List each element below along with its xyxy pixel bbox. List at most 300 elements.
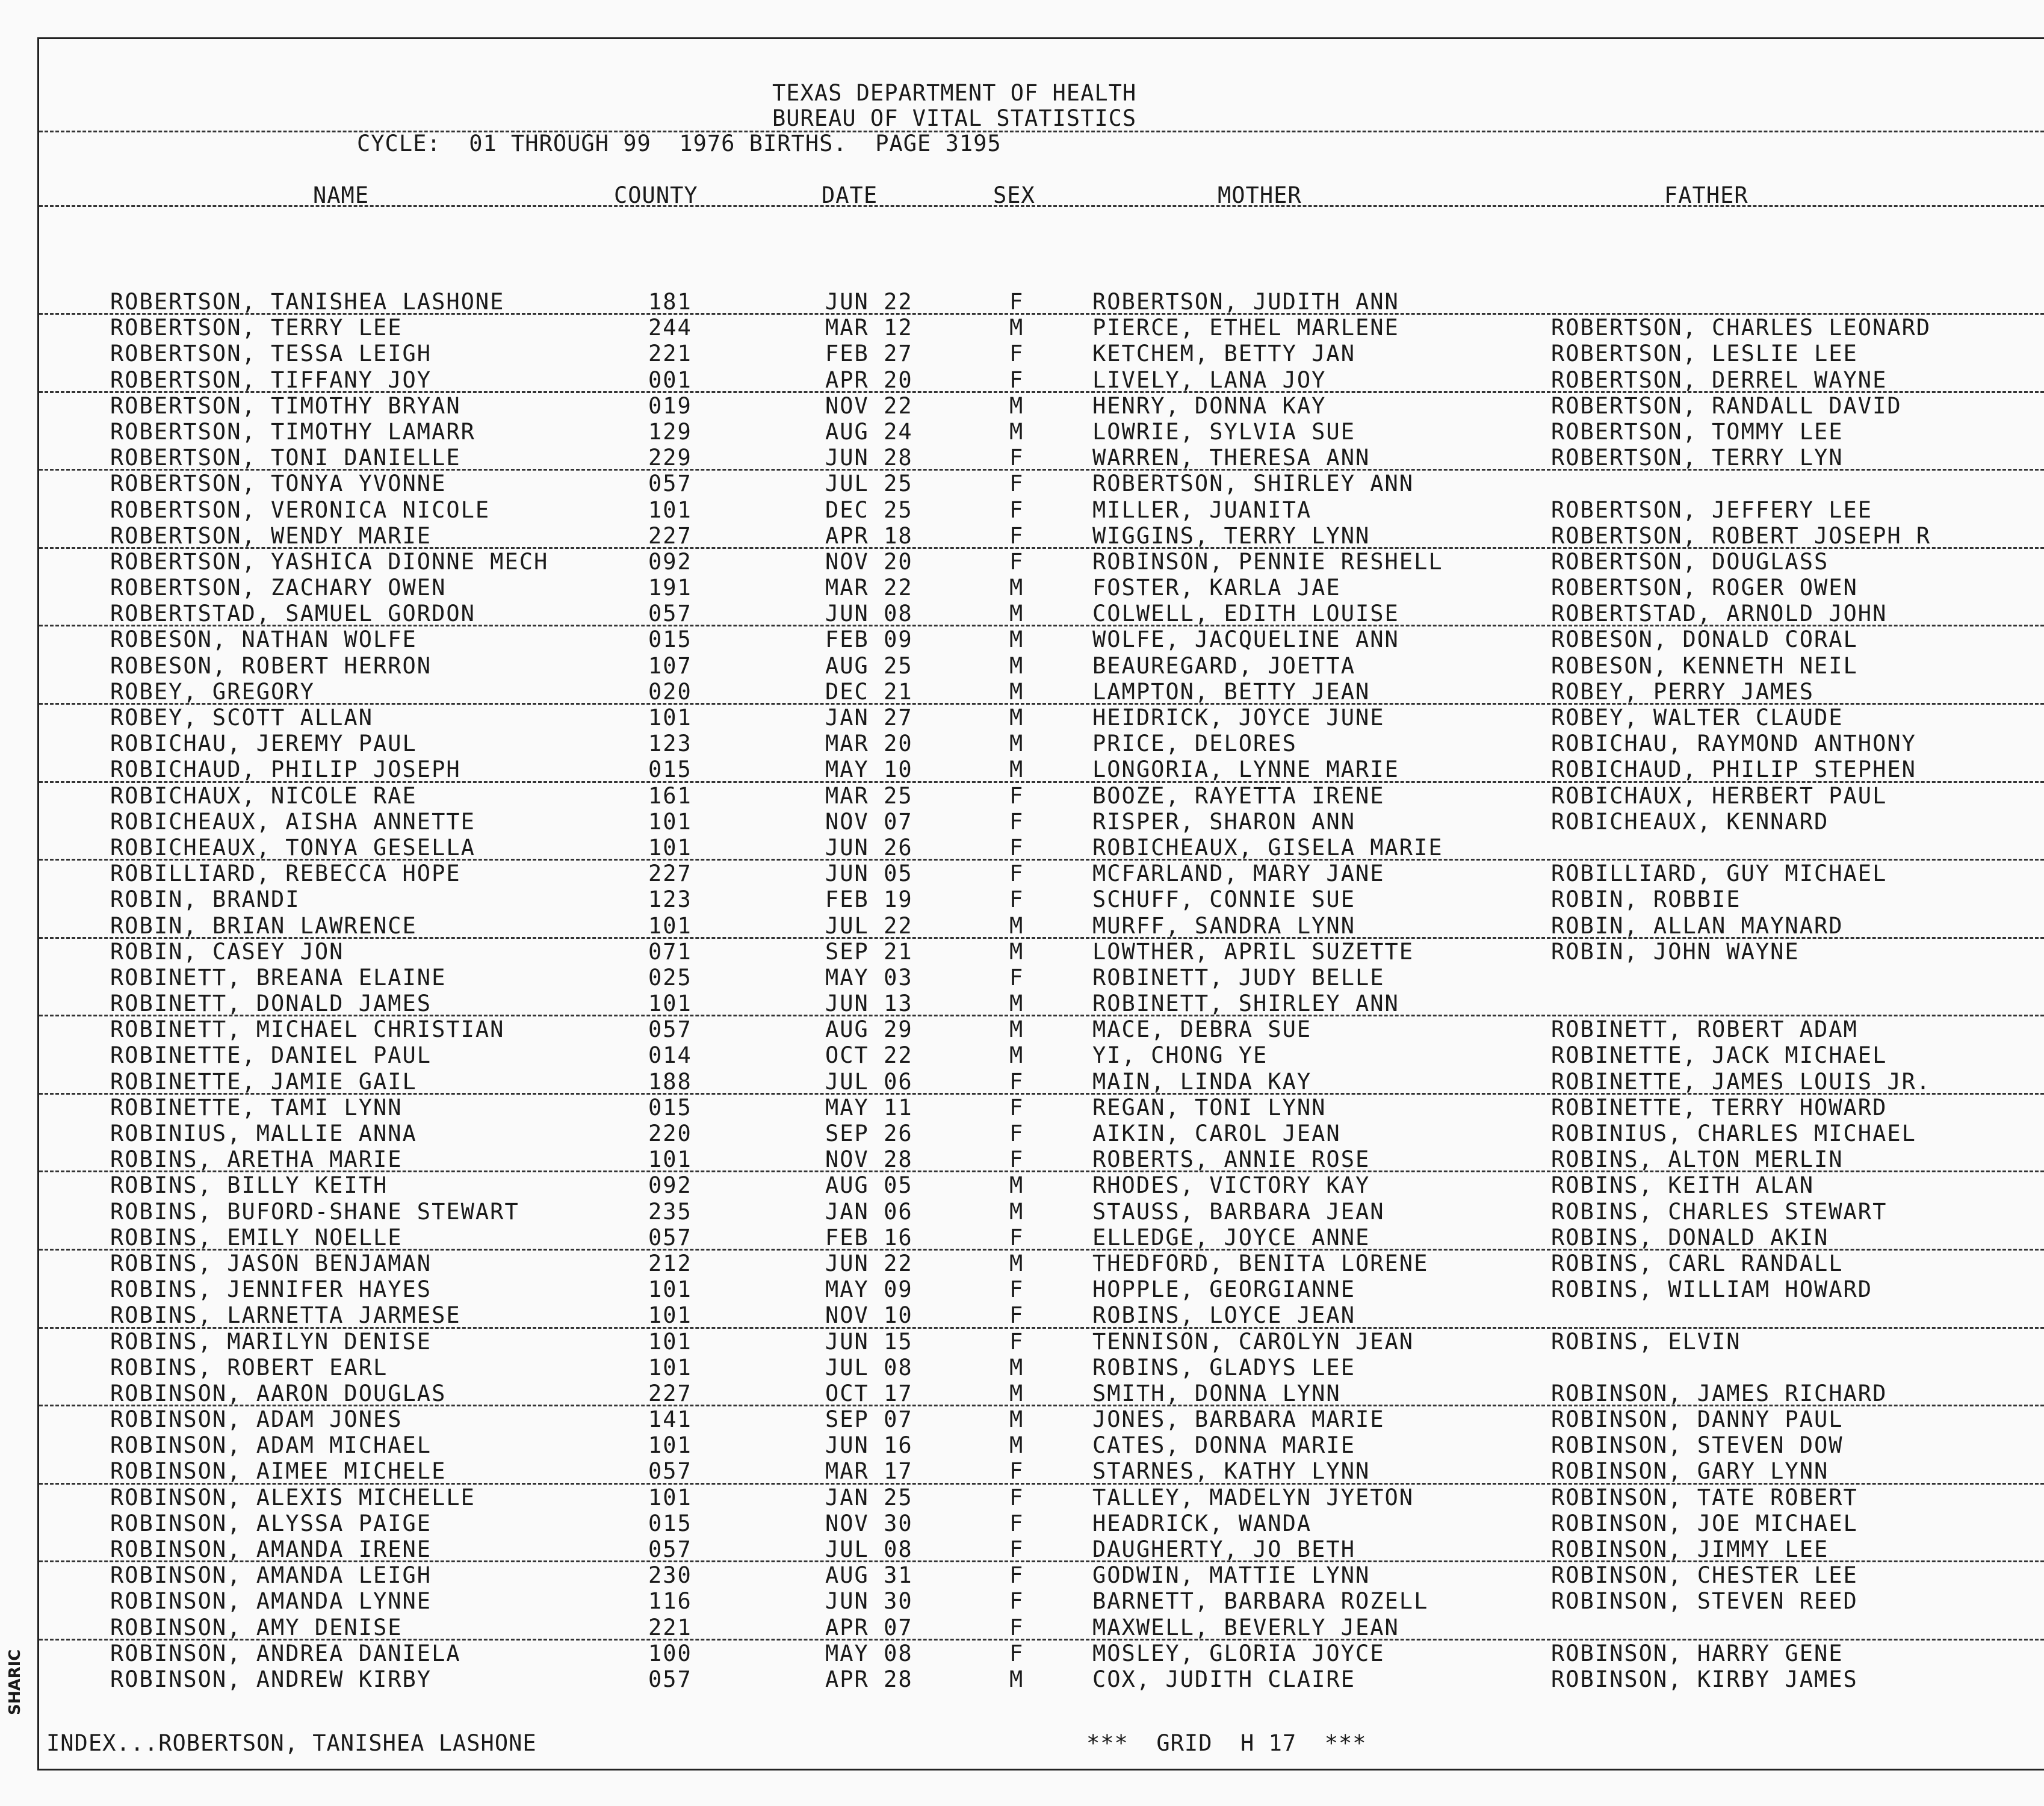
record-county: 101	[648, 912, 692, 939]
record-county: 057	[648, 1458, 692, 1485]
record-father: ROBERTSON, JEFFERY LEE	[1551, 496, 1873, 523]
record-mother: BARNETT, BARBARA ROZELL	[1092, 1588, 1429, 1615]
record-name: ROBINS, LARNETTA JARMESE	[110, 1302, 461, 1329]
record-sex: M	[1009, 938, 1024, 965]
record-date: JUN 16	[825, 1432, 913, 1459]
record-date: JUN 13	[825, 991, 913, 1017]
record-row	[39, 1069, 2044, 1095]
record-sex: F	[1009, 1588, 1024, 1615]
record-county: 057	[648, 1224, 692, 1251]
bureau-title: BUREAU OF VITAL STATISTICS	[772, 105, 1137, 131]
record-date: JUL 08	[825, 1536, 913, 1562]
record-name: ROBERTSON, TANISHEA LASHONE	[110, 289, 505, 315]
record-mother: KETCHEM, BETTY JAN	[1092, 341, 1355, 367]
record-sex: M	[1009, 1250, 1024, 1276]
record-name: ROBERTSON, TIFFANY JOY	[110, 366, 432, 393]
record-father: ROBIN, ROBBIE	[1551, 886, 1741, 913]
record-mother: LOWRIE, SYLVIA SUE	[1092, 418, 1355, 445]
record-name: ROBINSON, AIMEE MICHELE	[110, 1458, 447, 1485]
record-date: MAR 17	[825, 1458, 913, 1485]
record-sex: M	[1009, 991, 1024, 1017]
record-sex: F	[1009, 808, 1024, 835]
record-name: ROBINETTE, JAMIE GAIL	[110, 1068, 417, 1095]
record-father: ROBEY, PERRY JAMES	[1551, 678, 1814, 705]
record-county: 101	[648, 834, 692, 861]
record-name: ROBILLIARD, REBECCA HOPE	[110, 861, 461, 887]
record-date: FEB 16	[825, 1224, 913, 1251]
record-row	[39, 1458, 2044, 1484]
record-county: 101	[648, 1432, 692, 1459]
record-date: SEP 07	[825, 1406, 913, 1433]
record-sex: F	[1009, 1302, 1024, 1329]
record-sex: M	[1009, 601, 1024, 627]
record-date: JUL 06	[825, 1068, 913, 1095]
record-name: ROBERTSON, TONYA YVONNE	[110, 471, 447, 497]
record-sex: F	[1009, 1484, 1024, 1511]
record-father: ROBERTSON, RANDALL DAVID	[1551, 392, 1902, 419]
record-mother: ROBERTSON, SHIRLEY ANN	[1092, 471, 1414, 497]
record-date: JUL 08	[825, 1354, 913, 1381]
record-county: 101	[648, 991, 692, 1017]
record-father: ROBIN, JOHN WAYNE	[1551, 938, 1800, 965]
record-sex: F	[1009, 522, 1024, 549]
record-sex: F	[1009, 1614, 1024, 1641]
record-row	[39, 1172, 2044, 1198]
record-mother: DAUGHERTY, JO BETH	[1092, 1536, 1355, 1562]
record-mother: LONGORIA, LYNNE MARIE	[1092, 756, 1399, 783]
record-sex: M	[1009, 315, 1024, 341]
record-date: DEC 25	[825, 496, 913, 523]
record-father: ROBERTSON, ROBERT JOSEPH R	[1551, 522, 1931, 549]
record-mother: YI, CHONG YE	[1092, 1042, 1268, 1069]
record-date: DEC 21	[825, 678, 913, 705]
record-sex: F	[1009, 1640, 1024, 1666]
record-father: ROBINS, ELVIN	[1551, 1328, 1741, 1355]
record-row	[39, 1562, 2044, 1588]
record-date: OCT 17	[825, 1380, 913, 1406]
record-row	[39, 731, 2044, 756]
record-county: 100	[648, 1640, 692, 1666]
record-name: ROBICHEAUX, AISHA ANNETTE	[110, 808, 475, 835]
record-father: ROBEY, WALTER CLAUDE	[1551, 705, 1844, 731]
record-page	[37, 37, 2044, 1770]
record-county: 227	[648, 522, 692, 549]
record-father: ROBINS, ALTON MERLIN	[1551, 1146, 1844, 1173]
record-county: 235	[648, 1198, 692, 1225]
record-county: 123	[648, 731, 692, 757]
record-name: ROBINETT, BREANA ELAINE	[110, 964, 447, 991]
record-date: APR 07	[825, 1614, 913, 1641]
record-county: 221	[648, 341, 692, 367]
record-sex: F	[1009, 496, 1024, 523]
record-mother: WOLFE, JACQUELINE ANN	[1092, 626, 1399, 653]
record-sex: F	[1009, 548, 1024, 575]
record-county: 057	[648, 1666, 692, 1692]
record-county: 101	[648, 1354, 692, 1381]
record-sex: M	[1009, 912, 1024, 939]
record-name: ROBERTSON, TIMOTHY BRYAN	[110, 392, 461, 419]
record-row	[39, 1016, 2044, 1042]
record-mother: MCFARLAND, MARY JANE	[1092, 861, 1385, 887]
record-sex: M	[1009, 1198, 1024, 1225]
record-date: MAY 08	[825, 1640, 913, 1666]
header-rule-2	[39, 205, 2044, 207]
record-sex: M	[1009, 1666, 1024, 1692]
record-name: ROBINS, ARETHA MARIE	[110, 1146, 403, 1173]
record-date: JUN 08	[825, 601, 913, 627]
record-date: NOV 28	[825, 1146, 913, 1173]
record-name: ROBINETT, MICHAEL CHRISTIAN	[110, 1016, 505, 1043]
record-county: 101	[648, 1146, 692, 1173]
cycle-line: CYCLE: 01 THROUGH 99 1976 BIRTHS. PAGE 3195	[357, 131, 1002, 156]
record-date: JUL 22	[825, 912, 913, 939]
record-father: ROBINS, CHARLES STEWART	[1551, 1198, 1888, 1225]
record-sex: M	[1009, 652, 1024, 679]
record-sex: M	[1009, 1406, 1024, 1433]
record-sex: F	[1009, 1146, 1024, 1173]
record-county: 227	[648, 861, 692, 887]
record-row	[39, 861, 2044, 886]
record-sex: M	[1009, 678, 1024, 705]
record-sex: F	[1009, 1328, 1024, 1355]
record-date: FEB 27	[825, 341, 913, 367]
record-mother: MAXWELL, BEVERLY JEAN	[1092, 1614, 1399, 1641]
record-date: OCT 22	[825, 1042, 913, 1069]
record-name: ROBINSON, AMANDA LYNNE	[110, 1588, 432, 1615]
record-date: NOV 30	[825, 1510, 913, 1536]
record-name: ROBERTSON, TIMOTHY LAMARR	[110, 418, 475, 445]
record-row	[39, 1381, 2044, 1406]
record-row	[39, 1511, 2044, 1536]
record-father: ROBICHAUX, HERBERT PAUL	[1551, 782, 1888, 809]
record-mother: PIERCE, ETHEL MARLENE	[1092, 315, 1399, 341]
record-row	[39, 653, 2044, 679]
record-row	[39, 756, 2044, 782]
record-row	[39, 367, 2044, 393]
record-row	[39, 1666, 2044, 1692]
record-name: ROBERTSON, YASHICA DIONNE MECH	[110, 548, 549, 575]
record-row	[39, 1432, 2044, 1458]
record-date: MAY 03	[825, 964, 913, 991]
record-date: MAR 20	[825, 731, 913, 757]
record-name: ROBICHAUD, PHILIP JOSEPH	[110, 756, 461, 783]
record-date: AUG 29	[825, 1016, 913, 1043]
record-mother: MOSLEY, GLORIA JOYCE	[1092, 1640, 1385, 1666]
record-county: 227	[648, 1380, 692, 1406]
record-county: 230	[648, 1562, 692, 1589]
record-name: ROBINSON, AARON DOUGLAS	[110, 1380, 447, 1406]
record-row	[39, 549, 2044, 575]
record-county: 015	[648, 1510, 692, 1536]
record-mother: STAUSS, BARBARA JEAN	[1092, 1198, 1385, 1225]
record-row	[39, 913, 2044, 939]
record-name: ROBINSON, AMY DENISE	[110, 1614, 403, 1641]
record-mother: GODWIN, MATTIE LYNN	[1092, 1562, 1370, 1589]
record-mother: RHODES, VICTORY KAY	[1092, 1172, 1370, 1199]
record-county: 191	[648, 575, 692, 601]
record-county: 161	[648, 782, 692, 809]
record-name: ROBESON, NATHAN WOLFE	[110, 626, 417, 653]
record-mother: LAMPTON, BETTY JEAN	[1092, 678, 1370, 705]
record-date: MAY 11	[825, 1094, 913, 1121]
record-county: 229	[648, 445, 692, 471]
record-name: ROBIN, BRANDI	[110, 886, 300, 913]
record-row	[39, 1042, 2044, 1068]
record-name: ROBINSON, ANDREW KIRBY	[110, 1666, 432, 1692]
record-county: 129	[648, 418, 692, 445]
record-date: MAR 12	[825, 315, 913, 341]
record-row	[39, 1588, 2044, 1614]
record-name: ROBINSON, AMANDA IRENE	[110, 1536, 432, 1562]
record-father: ROBINSON, JOE MICHAEL	[1551, 1510, 1858, 1536]
record-sex: F	[1009, 1562, 1024, 1589]
record-row	[39, 1199, 2044, 1225]
record-father: ROBICHAUD, PHILIP STEPHEN	[1551, 756, 1916, 783]
record-father: ROBINETTE, JAMES LOUIS JR.	[1551, 1068, 1931, 1095]
record-sex: M	[1009, 1432, 1024, 1459]
record-county: 181	[648, 289, 692, 315]
record-name: ROBINS, BUFORD-SHANE STEWART	[110, 1198, 519, 1225]
record-father: ROBERTSON, TOMMY LEE	[1551, 418, 1844, 445]
record-mother: AIKIN, CAROL JEAN	[1092, 1121, 1341, 1146]
record-name: ROBINETTE, TAMI LYNN	[110, 1094, 403, 1121]
record-sex: F	[1009, 1510, 1024, 1536]
record-name: ROBERTSON, VERONICA NICOLE	[110, 496, 491, 523]
record-name: ROBINS, MARILYN DENISE	[110, 1328, 432, 1355]
record-father: ROBINETTE, TERRY HOWARD	[1551, 1094, 1888, 1121]
record-name: ROBINSON, ANDREA DANIELA	[110, 1640, 461, 1666]
record-mother: HEADRICK, WANDA	[1092, 1510, 1312, 1536]
record-name: ROBINS, JASON BENJAMAN	[110, 1250, 432, 1276]
record-date: JAN 06	[825, 1198, 913, 1225]
record-name: ROBINIUS, MALLIE ANNA	[110, 1121, 417, 1146]
record-county: 101	[648, 496, 692, 523]
record-row	[39, 601, 2044, 626]
record-date: SEP 21	[825, 938, 913, 965]
record-mother: COLWELL, EDITH LOUISE	[1092, 601, 1399, 627]
record-sex: M	[1009, 575, 1024, 601]
record-father: ROBINSON, DANNY PAUL	[1551, 1406, 1844, 1433]
record-mother: SCHUFF, CONNIE SUE	[1092, 886, 1355, 913]
record-date: FEB 19	[825, 886, 913, 913]
record-name: ROBINSON, ADAM MICHAEL	[110, 1432, 432, 1459]
record-father: ROBINETT, ROBERT ADAM	[1551, 1016, 1858, 1043]
record-sex: F	[1009, 1536, 1024, 1562]
record-county: 015	[648, 626, 692, 653]
record-date: JUL 25	[825, 471, 913, 497]
record-county: 001	[648, 366, 692, 393]
record-date: SEP 26	[825, 1121, 913, 1146]
record-mother: BOOZE, RAYETTA IRENE	[1092, 782, 1385, 809]
record-name: ROBEY, SCOTT ALLAN	[110, 705, 373, 731]
record-father: ROBERTSON, TERRY LYN	[1551, 445, 1844, 471]
record-mother: FOSTER, KARLA JAE	[1092, 575, 1341, 601]
record-county: 092	[648, 548, 692, 575]
col-header-name: NAME	[313, 182, 370, 208]
record-name: ROBINS, EMILY NOELLE	[110, 1224, 403, 1251]
record-county: 123	[648, 886, 692, 913]
record-row	[39, 835, 2044, 861]
record-father: ROBIN, ALLAN MAYNARD	[1551, 912, 1844, 939]
record-father: ROBINS, WILLIAM HOWARD	[1551, 1276, 1873, 1303]
record-mother: HEIDRICK, JOYCE JUNE	[1092, 705, 1385, 731]
record-mother: LOWTHER, APRIL SUZETTE	[1092, 938, 1414, 965]
record-sex: M	[1009, 1172, 1024, 1199]
record-county: 057	[648, 601, 692, 627]
record-county: 244	[648, 315, 692, 341]
record-row	[39, 809, 2044, 835]
record-name: ROBICHAU, JEREMY PAUL	[110, 731, 417, 757]
record-sex: F	[1009, 471, 1024, 497]
record-date: JUN 28	[825, 445, 913, 471]
record-mother: MACE, DEBRA SUE	[1092, 1016, 1312, 1043]
record-father: ROBERTSON, LESLIE LEE	[1551, 341, 1858, 367]
record-county: 101	[648, 1484, 692, 1511]
record-sex: M	[1009, 418, 1024, 445]
record-mother: HENRY, DONNA KAY	[1092, 392, 1327, 419]
record-sex: F	[1009, 861, 1024, 887]
record-row	[39, 965, 2044, 991]
record-father: ROBERTSON, ROGER OWEN	[1551, 575, 1858, 601]
grid-footer: *** GRID H 17 ***	[1086, 1730, 1367, 1756]
record-name: ROBICHAUX, NICOLE RAE	[110, 782, 417, 809]
record-father: ROBINSON, CHESTER LEE	[1551, 1562, 1858, 1589]
record-county: 057	[648, 471, 692, 497]
record-date: MAY 10	[825, 756, 913, 783]
record-sex: F	[1009, 289, 1024, 315]
record-row	[39, 1146, 2044, 1172]
record-county: 057	[648, 1536, 692, 1562]
record-row	[39, 1485, 2044, 1511]
col-header-mother: MOTHER	[1218, 182, 1302, 208]
record-county: 101	[648, 705, 692, 731]
record-name: ROBERTSON, WENDY MARIE	[110, 522, 432, 549]
record-row	[39, 1641, 2044, 1666]
record-row	[39, 575, 2044, 601]
record-row	[39, 1536, 2044, 1562]
record-mother: CATES, DONNA MARIE	[1092, 1432, 1355, 1459]
record-row	[39, 315, 2044, 341]
record-row	[39, 419, 2044, 445]
record-sex: M	[1009, 1016, 1024, 1043]
record-father: ROBINS, DONALD AKIN	[1551, 1224, 1829, 1251]
record-county: 141	[648, 1406, 692, 1433]
record-father: ROBERTSON, DOUGLASS	[1551, 548, 1829, 575]
record-father: ROBINSON, JIMMY LEE	[1551, 1536, 1829, 1562]
record-father: ROBERTSON, CHARLES LEONARD	[1551, 315, 1931, 341]
record-county: 107	[648, 652, 692, 679]
record-father: ROBINIUS, CHARLES MICHAEL	[1551, 1121, 1916, 1146]
record-date: AUG 05	[825, 1172, 913, 1199]
department-title: TEXAS DEPARTMENT OF HEALTH	[772, 80, 1137, 106]
record-mother: ROBERTS, ANNIE ROSE	[1092, 1146, 1370, 1173]
record-date: MAR 22	[825, 575, 913, 601]
record-row	[39, 1121, 2044, 1146]
record-sex: M	[1009, 1380, 1024, 1406]
record-mother: SMITH, DONNA LYNN	[1092, 1380, 1341, 1406]
record-row	[39, 1095, 2044, 1121]
record-mother: ROBINSON, PENNIE RESHELL	[1092, 548, 1443, 575]
record-row	[39, 783, 2044, 809]
record-mother: ROBINS, LOYCE JEAN	[1092, 1302, 1355, 1329]
record-row	[39, 939, 2044, 965]
record-row	[39, 523, 2044, 549]
record-date: JUN 22	[825, 289, 913, 315]
record-county: 015	[648, 756, 692, 783]
record-name: ROBICHEAUX, TONYA GESELLA	[110, 834, 475, 861]
record-row	[39, 1251, 2044, 1276]
record-name: ROBINSON, AMANDA LEIGH	[110, 1562, 432, 1589]
record-name: ROBERTSON, TESSA LEIGH	[110, 341, 432, 367]
record-date: JUN 26	[825, 834, 913, 861]
record-mother: JONES, BARBARA MARIE	[1092, 1406, 1385, 1433]
record-father: ROBINSON, KIRBY JAMES	[1551, 1666, 1858, 1692]
record-mother: ROBINETT, JUDY BELLE	[1092, 964, 1385, 991]
record-county: 101	[648, 808, 692, 835]
record-sex: M	[1009, 1354, 1024, 1381]
record-row	[39, 1329, 2044, 1355]
record-sex: M	[1009, 731, 1024, 757]
record-sex: F	[1009, 1458, 1024, 1485]
record-sex: F	[1009, 1224, 1024, 1251]
record-sex: F	[1009, 1121, 1024, 1146]
record-date: MAY 09	[825, 1276, 913, 1303]
record-sex: M	[1009, 756, 1024, 783]
record-father: ROBINSON, HARRY GENE	[1551, 1640, 1844, 1666]
record-county: 057	[648, 1016, 692, 1043]
index-footer: INDEX...ROBERTSON, TANISHEA LASHONE	[46, 1730, 537, 1756]
record-county: 015	[648, 1094, 692, 1121]
record-sex: F	[1009, 341, 1024, 367]
record-county: 220	[648, 1121, 692, 1146]
record-row	[39, 626, 2044, 652]
record-mother: STARNES, KATHY LYNN	[1092, 1458, 1370, 1485]
record-row	[39, 341, 2044, 366]
record-row	[39, 289, 2044, 315]
record-name: ROBERTSON, ZACHARY OWEN	[110, 575, 447, 601]
record-county: 014	[648, 1042, 692, 1069]
record-county: 020	[648, 678, 692, 705]
record-father: ROBILLIARD, GUY MICHAEL	[1551, 861, 1888, 887]
record-name: ROBERTSON, TERRY LEE	[110, 315, 403, 341]
record-name: ROBIN, BRIAN LAWRENCE	[110, 912, 417, 939]
record-date: JAN 25	[825, 1484, 913, 1511]
record-county: 025	[648, 964, 692, 991]
record-mother: LIVELY, LANA JOY	[1092, 366, 1327, 393]
record-date: MAR 25	[825, 782, 913, 809]
record-father: ROBERTSTAD, ARNOLD JOHN	[1551, 601, 1888, 627]
record-mother: COX, JUDITH CLAIRE	[1092, 1666, 1355, 1692]
record-row	[39, 886, 2044, 912]
record-county: 019	[648, 392, 692, 419]
record-father: ROBINSON, STEVEN DOW	[1551, 1432, 1844, 1459]
record-date: NOV 20	[825, 548, 913, 575]
record-county: 188	[648, 1068, 692, 1095]
record-father: ROBINSON, TATE ROBERT	[1551, 1484, 1858, 1511]
record-county: 101	[648, 1328, 692, 1355]
record-sex: F	[1009, 1276, 1024, 1303]
record-mother: ROBICHEAUX, GISELA MARIE	[1092, 834, 1443, 861]
record-sex: F	[1009, 366, 1024, 393]
record-mother: RISPER, SHARON ANN	[1092, 808, 1355, 835]
record-father: ROBINSON, STEVEN REED	[1551, 1588, 1858, 1615]
record-row	[39, 1615, 2044, 1641]
records-list	[39, 289, 2044, 1692]
record-mother: TALLEY, MADELYN JYETON	[1092, 1484, 1414, 1511]
record-sex: F	[1009, 782, 1024, 809]
record-father: ROBESON, KENNETH NEIL	[1551, 652, 1858, 679]
side-stamp: SHARIC	[6, 1649, 24, 1715]
